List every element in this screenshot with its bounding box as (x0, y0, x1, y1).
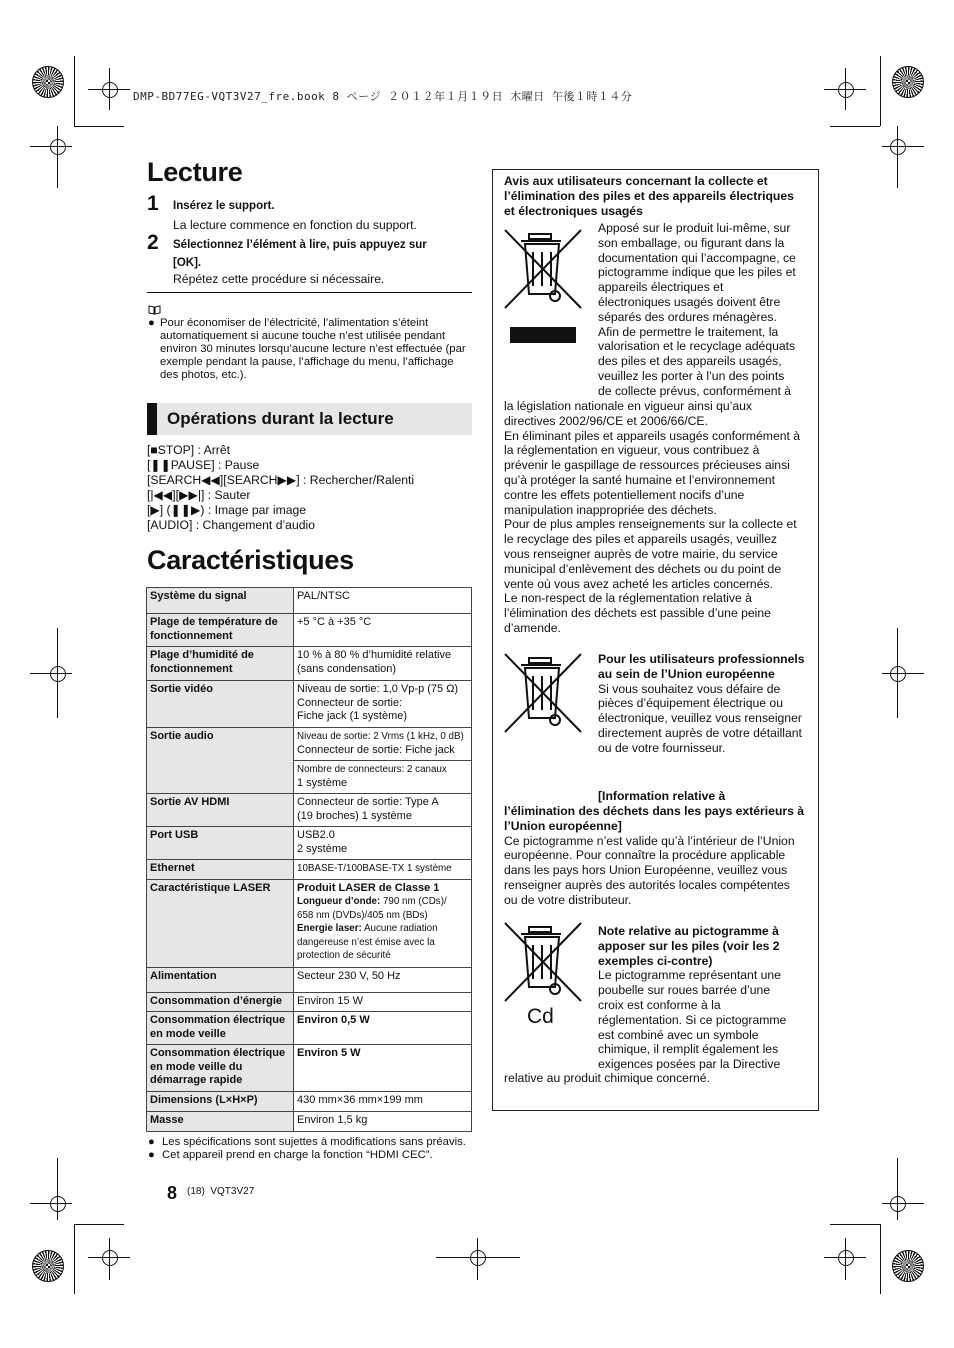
cd-label: Cd (527, 1005, 554, 1028)
corner-bracket (880, 1224, 881, 1294)
spec-value (294, 879, 472, 967)
table-row (147, 827, 472, 860)
specs-table (146, 587, 472, 1132)
paragraph: Si vous souhaitez vous défaire de pièces d’équipement électrique ou électronique, veuillez vous renseigner directement auprès de votre détaillant ou de votre fournisseur. (598, 681, 802, 755)
spec-line: Fiche jack (1 système) (297, 710, 408, 722)
text-line: de collecte prévus, conformément à (598, 383, 792, 398)
spec-value (294, 728, 472, 761)
text-line: chimique, il remplit également les (598, 1042, 779, 1057)
step-text: Répétez cette procédure si nécessaire. (173, 272, 385, 286)
operations-list (147, 443, 414, 533)
spec-line-label: Longueur d’onde: (297, 896, 381, 907)
spec-line-label: Energie laser: (297, 923, 362, 934)
spec-value: Secteur 230 V, 50 Hz (294, 967, 472, 992)
subsection-title: [Information relative à (598, 789, 726, 803)
page-ref: (18) VQT3V27 (187, 1186, 255, 1197)
spec-line: Connecteur de sortie: Fiche jack (297, 743, 455, 756)
bullet: ● (148, 1136, 155, 1148)
spec-line: Connecteur de sortie: Type A (297, 796, 439, 808)
spec-key: Plage de température de fonctionnement (147, 614, 294, 647)
spec-value: Environ 1,5 kg (294, 1111, 472, 1131)
divider (147, 292, 472, 293)
paragraph: En éliminant piles et appareils usagés conformément à la réglementation en vigueur, vous contribuez à prévenir le gaspillage de ressources précieuses ainsi qu’à protéger la santé humaine et l’environnement contre les effets potentiellement nocifs d’une manipulation inappropriée des déchets. (504, 428, 801, 517)
subsection-title: Pour les utilisateurs professionnels au sein de l’Union européenne (598, 652, 805, 681)
spec-key: Sortie vidéo (147, 681, 294, 728)
bullet: ● (148, 317, 155, 329)
spec-value (294, 681, 472, 728)
spec-key: Dimensions (L×H×P) (147, 1091, 294, 1111)
section-header-operations (147, 403, 472, 435)
paragraph: la législation nationale en vigueur ainsi qu’aux directives 2002/96/CE et 2006/66/CE. (504, 399, 752, 428)
corner-bracket (830, 1224, 880, 1225)
text-line: séparés des ordures ménagères. (598, 309, 777, 324)
text-line: poubelle sur roues barrée d’une (598, 983, 771, 998)
table-row (147, 992, 472, 1012)
text-line: est combiné avec un symbole (598, 1027, 759, 1042)
text-line: appareils électriques et (598, 280, 724, 295)
text-line: Le pictogramme représentant une (598, 968, 781, 983)
text-line: Afin de permettre le traitement, la (598, 324, 779, 339)
step-number: 1 (147, 192, 159, 215)
lecture-title: Lecture (147, 157, 243, 187)
outside-eu-section (504, 804, 806, 908)
table-row (147, 614, 472, 647)
text-line: exigences posées par la Directive (598, 1057, 781, 1072)
disposal-paragraphs (504, 399, 806, 636)
spec-key: Port USB (147, 827, 294, 860)
step-title: Sélectionnez l’élément à lire, puis appuyez sur (173, 239, 427, 251)
text-line: son emballage, ou figurant dans la (598, 235, 785, 250)
step-title: Insérez le support. (173, 200, 275, 212)
corner-bracket (830, 126, 880, 127)
spec-value: Environ 5 W (294, 1045, 472, 1092)
table-row (147, 681, 472, 728)
spec-key: Plage d’humidité de fonctionnement (147, 647, 294, 681)
corner-bracket (74, 1224, 75, 1294)
text-line: pictogramme indique que les piles et (598, 265, 796, 280)
text-line: Apposé sur le produit lui-même, sur (598, 221, 791, 235)
table-row (147, 879, 472, 967)
print-header: DMP-BD77EG-VQT3V27_fre.book 8 ページ ２０１２年１月１９日 木曜日 午後１時１４分 (133, 90, 633, 103)
crossed-bin-cd-icon (503, 921, 585, 1012)
operation-item: [▶] (❚❚▶) : Image par image (147, 503, 307, 517)
spec-value: 10BASE-T/100BASE-TX 1 système (294, 860, 472, 880)
bullet: ● (148, 1149, 155, 1161)
spec-value: Environ 15 W (294, 992, 472, 1012)
table-row (147, 1091, 472, 1111)
operation-item: [AUDIO] : Changement d’audio (147, 518, 316, 532)
operation-item: [SEARCH◀◀][SEARCH▶▶] : Rechercher/Ralenti (147, 473, 415, 487)
text-line: documentation qui l’accompagne, ce (598, 250, 796, 265)
subsection-title: l’élimination des déchets dans les pays extérieurs à l’Union européenne] (504, 804, 805, 833)
spec-key: Sortie audio (147, 728, 294, 794)
disposal-paragraph-1-wrap (598, 221, 808, 399)
section-title: Opérations durant la lecture (167, 409, 394, 428)
step-text: La lecture commence en fonction du support. (173, 218, 417, 232)
note-text: Pour économiser de l’électricité, l’alimentation s’éteint automatiquement si aucune touche n’est utilisée pendant environ 30 minutes lorsqu’aucune lecture n’est effectuée (par exemple pendant la pause, l’affichage du menu, l’affichage des photos, etc.). (160, 317, 466, 381)
spec-key: Sortie AV HDMI (147, 794, 294, 827)
text-line: croix est conforme à la (598, 997, 721, 1012)
section-marker (147, 403, 157, 435)
spec-value (294, 827, 472, 860)
text-line: des piles et des appareils usagés, (598, 354, 782, 369)
text-line: réglementation. Si ce pictogramme (598, 1012, 787, 1027)
spec-value: Environ 0,5 W (294, 1012, 472, 1045)
spec-line: (19 broches) 1 système (297, 809, 412, 822)
spec-line: Produit LASER de Classe 1 (297, 881, 440, 894)
spec-notes (147, 1136, 472, 1162)
registration-mark-bottom-right (892, 1250, 924, 1282)
spec-line: Nombre de connecteurs: 2 canaux (297, 764, 447, 775)
registration-mark-bottom-left (32, 1250, 64, 1282)
specs-title: Caractéristiques (147, 545, 354, 575)
crossed-bin-icon (503, 652, 585, 743)
disposal-title: Avis aux utilisateurs concernant la collecte et l’élimination des piles et des appareils électriques et électroniques usagés (504, 174, 794, 218)
spec-line: Aucune radiation (361, 923, 438, 934)
spec-line: 658 nm (DVDs)/405 nm (BDs) (297, 909, 428, 921)
registration-mark-top-left (32, 66, 64, 98)
text-line: valorisation et le recyclage adéquats (598, 339, 796, 354)
spec-key: Consommation d’énergie (147, 992, 294, 1012)
spec-value: PAL/NTSC (294, 588, 472, 614)
text-line: relative au produit chimique concerné. (504, 1071, 710, 1085)
spec-line: Connecteur de sortie: (297, 696, 403, 709)
paragraph: Le non-respect de la réglementation relative à l’élimination des déchets est passible d’une peine d’amende. (504, 591, 771, 635)
text-line: veuillez les porter à l’un des points (598, 368, 785, 383)
spec-value (294, 761, 472, 794)
corner-bracket (74, 56, 75, 126)
spec-key: Alimentation (147, 967, 294, 992)
note-item (147, 1149, 472, 1162)
book-icon (148, 302, 161, 312)
corner-bracket (74, 126, 124, 127)
table-row (147, 1045, 472, 1092)
spec-line: 1 système (297, 776, 348, 789)
note-text: Les spécifications sont sujettes à modifications sans préavis. (162, 1136, 466, 1148)
spec-key: Consommation électrique en mode veille du démarrage rapide (147, 1045, 294, 1092)
spec-key: Caractéristique LASER (147, 879, 294, 967)
spec-line: USB2.0 (297, 829, 335, 841)
corner-bracket (880, 56, 881, 126)
corner-bracket (74, 1224, 124, 1225)
table-row (147, 1012, 472, 1045)
note-text: Cet appareil prend en charge la fonction “HDMI CEC”. (162, 1149, 433, 1161)
spec-value: 430 mm×36 mm×199 mm (294, 1091, 472, 1111)
registration-mark-top-right (892, 66, 924, 98)
note-item (147, 317, 472, 382)
table-row (147, 794, 472, 827)
spec-key: Masse (147, 1111, 294, 1131)
table-row (147, 588, 472, 614)
spec-key: Système du signal (147, 588, 294, 614)
spec-value: 10 % à 80 % d’humidité relative (sans condensation) (294, 647, 472, 681)
spec-line: protection de sécurité (297, 950, 391, 961)
spec-line: Niveau de sortie: 1,0 Vp-p (75 Ω) (297, 683, 459, 695)
page-number: 8 (167, 1183, 178, 1203)
crossed-bin-icon (503, 224, 585, 351)
spec-line: 790 nm (CDs)/ (380, 896, 447, 907)
operation-item: [■STOP] : Arrêt (147, 443, 230, 457)
subsection-title: Note relative au pictogramme à apposer sur les piles (voir les 2 exemples ci-contre) (598, 924, 780, 968)
spec-value (294, 794, 472, 827)
table-row (147, 860, 472, 880)
table-row (147, 647, 472, 681)
table-row (147, 967, 472, 992)
spec-line: dangereuse n’est émise avec la (297, 936, 435, 948)
spec-key: Consommation électrique en mode veille (147, 1012, 294, 1045)
table-row (147, 728, 472, 761)
spec-value: +5 °C à +35 °C (294, 614, 472, 647)
step-title-ok: [OK]. (173, 257, 202, 269)
professional-section (598, 652, 808, 756)
spec-key: Ethernet (147, 860, 294, 880)
table-row (147, 1111, 472, 1131)
paragraph: Pour de plus amples renseignements sur la collecte et le recyclage des piles et appareils usagés, veuillez vous renseigner auprès de votre mairie, du service municipal d’enlèvement des déchets ou du point de vente où vous avez acheté les articles concernés. (504, 517, 797, 591)
text-line: électroniques usagés doivent être (598, 294, 781, 309)
step-number: 2 (147, 231, 159, 254)
battery-note-section (598, 924, 808, 1072)
operation-item: [❚❚PAUSE] : Pause (147, 458, 260, 472)
note-item (147, 1136, 472, 1149)
spec-line: Niveau de sortie: 2 Vrms (1 kHz, 0 dB) (297, 731, 464, 742)
operation-item: [|◀◀][▶▶|] : Sauter (147, 488, 251, 502)
paragraph: Ce pictogramme n’est valide qu’à l’intérieur de l’Union européenne. Pour connaître la procédure applicable dans les pays hors Union Européenne, veuillez vous renseigner auprès des autorités locales compétentes ou de votre distributeur. (504, 833, 795, 907)
spec-line: 2 système (297, 842, 348, 855)
